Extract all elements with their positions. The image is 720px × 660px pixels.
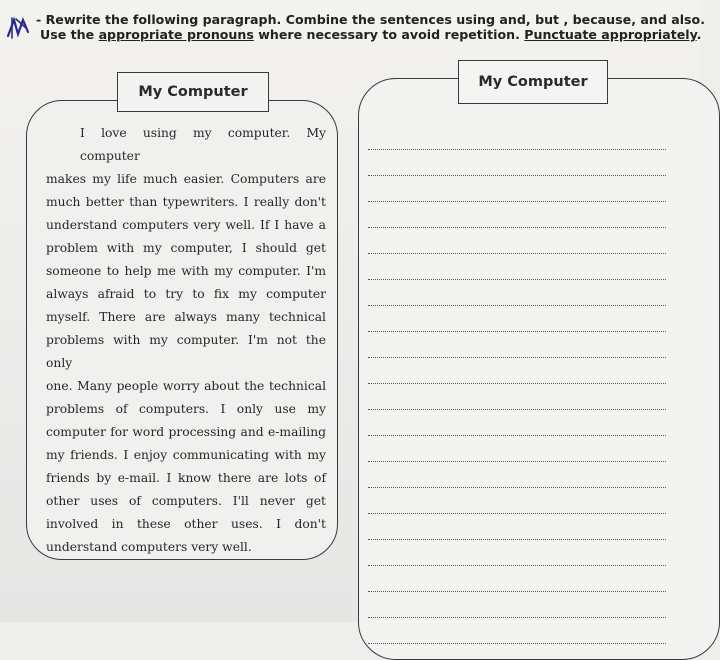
instruction-line-2 [36, 27, 702, 42]
paragraph-line: problems with my computer. I'm not the only [46, 333, 326, 370]
instruction-line-1 [36, 12, 705, 27]
keyword-and: and [499, 12, 526, 27]
answer-writing-lines [368, 124, 666, 644]
period: . [696, 27, 702, 42]
source-paragraph [46, 122, 326, 559]
period: . [700, 12, 705, 27]
instruction-text: Use the [40, 27, 99, 42]
paragraph-line: computer for word processing and e-mailing [46, 425, 326, 439]
paragraph-line: one. Many people worry about the technical [46, 379, 326, 393]
answer-line[interactable] [368, 280, 666, 306]
separator: , [525, 12, 536, 27]
separator: , and [631, 12, 672, 27]
separator: , [559, 12, 573, 27]
answer-line[interactable] [368, 306, 666, 332]
instruction-text: - Rewrite the following paragraph. Combine the sentences using [36, 12, 500, 27]
answer-line[interactable] [368, 462, 666, 488]
paragraph-line: my friends. I enjoy communicating with my [46, 448, 326, 462]
answer-line[interactable] [368, 358, 666, 384]
right-panel-title: My Computer [458, 60, 608, 104]
answer-line[interactable] [368, 124, 666, 150]
keyword-but: but [535, 12, 560, 27]
paragraph-line: someone to help me with my computer. I'm [46, 264, 326, 278]
answer-line[interactable] [368, 514, 666, 540]
answer-line[interactable] [368, 410, 666, 436]
handwritten-number-icon [4, 14, 36, 42]
keyword-also: also [671, 12, 701, 27]
answer-line[interactable] [368, 332, 666, 358]
answer-line[interactable] [368, 384, 666, 410]
paragraph-line: myself. There are always many technical [46, 310, 326, 324]
answer-line[interactable] [368, 436, 666, 462]
paragraph-line: involved in these other uses. I don't [46, 517, 326, 531]
answer-line[interactable] [368, 150, 666, 176]
answer-line[interactable] [368, 176, 666, 202]
paragraph-line: understand computers very well. If I have a [46, 218, 326, 232]
paragraph-line: much better than typewriters. I really don't [46, 195, 326, 209]
answer-line[interactable] [368, 488, 666, 514]
paragraph-line: other uses of computers. I'll never get [46, 494, 326, 508]
exercise-instruction [36, 12, 705, 42]
underlined-pronouns: appropriate pronouns [98, 27, 254, 42]
answer-line[interactable] [368, 540, 666, 566]
paragraph-line: problems of computers. I only use my [46, 402, 326, 416]
paragraph-line: makes my life much easier. Computers are [46, 172, 326, 186]
left-panel-title: My Computer [117, 72, 269, 112]
answer-line[interactable] [368, 228, 666, 254]
keyword-because: because [572, 12, 632, 27]
instruction-text: where necessary to avoid repetition. [253, 27, 525, 42]
answer-line[interactable] [368, 202, 666, 228]
paragraph-line: always afraid to try to fix my computer [46, 287, 326, 301]
paragraph-line: problem with my computer, I should get [46, 241, 326, 255]
paragraph-line: I love using my computer. My computer [80, 126, 326, 163]
underlined-punctuate: Punctuate appropriately [524, 27, 697, 42]
answer-line[interactable] [368, 254, 666, 280]
answer-line[interactable] [368, 592, 666, 618]
answer-line[interactable] [368, 618, 666, 644]
paragraph-line: friends by e-mail. I know there are lots of [46, 471, 326, 485]
paragraph-line: understand computers very well. [46, 540, 252, 554]
answer-line[interactable] [368, 566, 666, 592]
